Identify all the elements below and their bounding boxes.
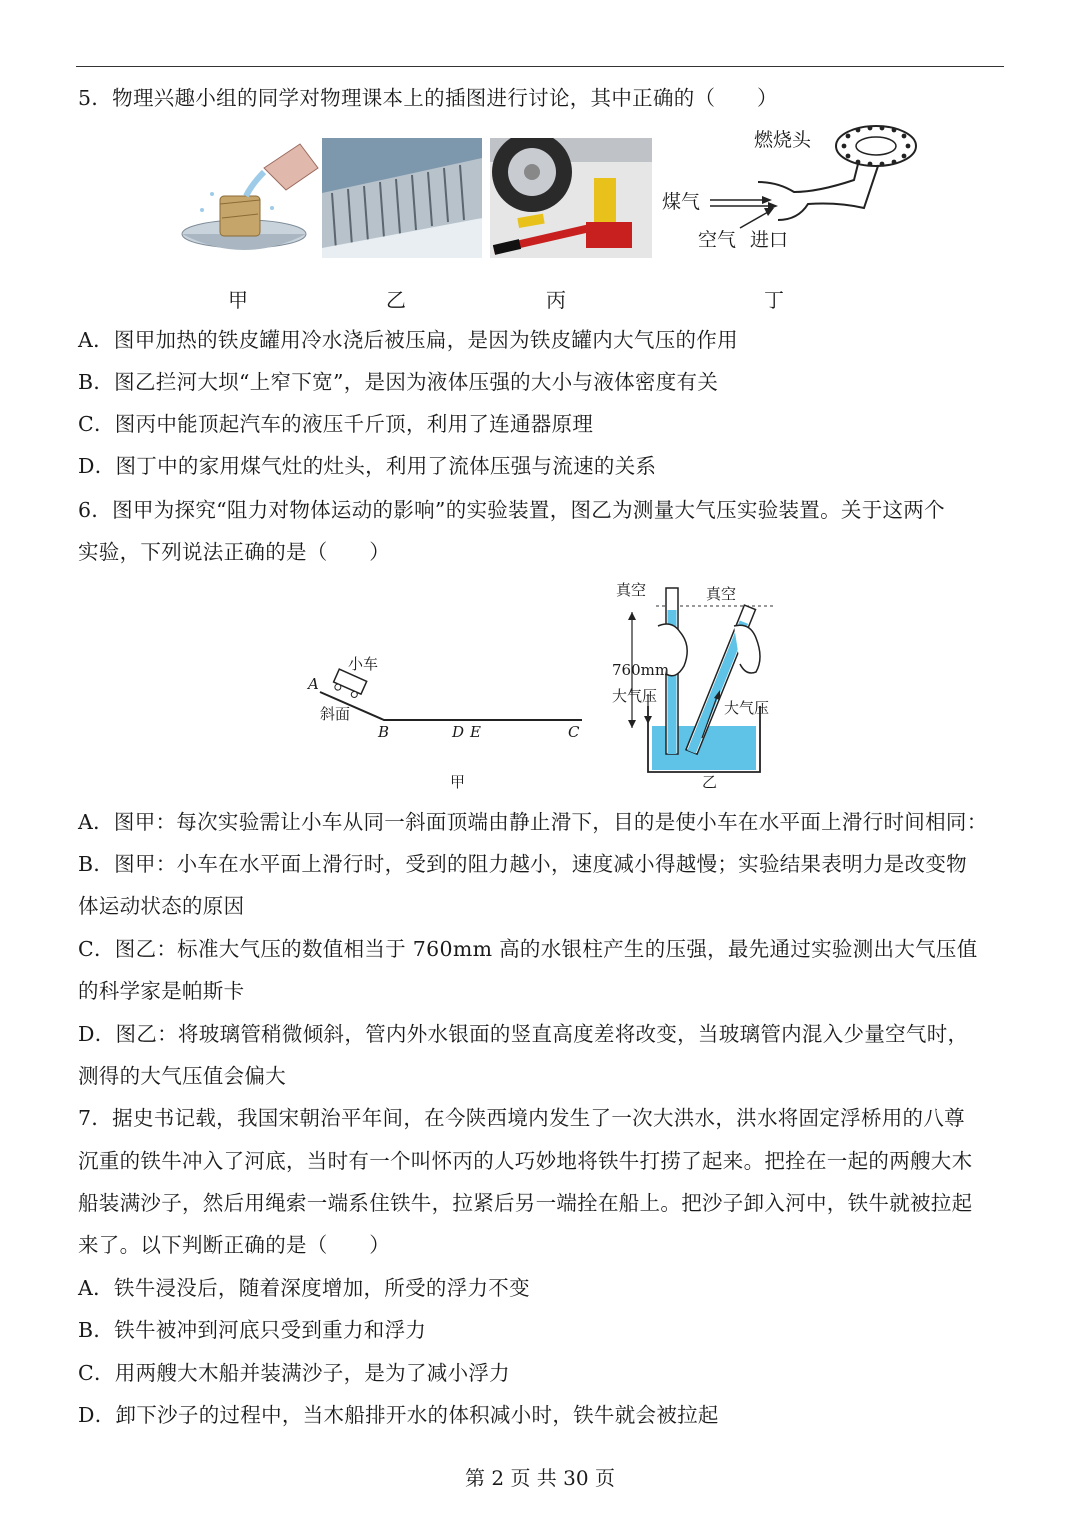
header-rule	[76, 66, 1004, 67]
caption-yi: 乙	[386, 288, 406, 312]
atm-label-2: 大气压	[724, 699, 770, 717]
q5-stem: 5．物理兴趣小组的同学对物理课本上的插图进行讨论，其中正确的（ ）	[78, 86, 778, 110]
vacuum-label-1: 真空	[616, 581, 647, 599]
point-a-label: A	[308, 675, 319, 693]
point-d-label: D	[452, 723, 465, 741]
caption-ding: 丁	[764, 288, 784, 312]
caption-jia: 甲	[228, 288, 248, 312]
q6-option-b-line-2: 体运动状态的原因	[78, 894, 245, 918]
q6-stem-line-1: 6．图甲为探究“阻力对物体运动的影响”的实验装置，图乙为测量大气压实验装置。关于这两个	[78, 498, 945, 522]
q6-option-a: A．图甲：每次实验需让小车从同一斜面顶端由静止滑下，目的是使小车在水平面上滑行时间相同：	[78, 810, 988, 834]
q7-option-d: D．卸下沙子的过程中，当木船排开水的体积减小时，铁牛就会被拉起	[78, 1403, 719, 1427]
figure-jia-caption: 甲	[450, 773, 466, 791]
q5-figure-ding	[658, 120, 918, 260]
point-e-label: E	[470, 723, 481, 741]
q7-option-a: A．铁牛浸没后，随着深度增加，所受的浮力不变	[78, 1276, 530, 1300]
point-b-label: B	[378, 723, 390, 741]
q5-option-b: B．图乙拦河大坝“上窄下宽”，是因为液体压强的大小与液体密度有关	[78, 370, 719, 394]
slope-label: 斜面	[320, 705, 351, 723]
q6-option-d-line-1: D．图乙：将玻璃管稍微倾斜，管内外水银面的竖直高度差将改变，当玻璃管内混入少量空气时，	[78, 1022, 969, 1046]
air-label: 空气	[698, 229, 737, 251]
q7-stem-line-4: 来了。以下判断正确的是（ ）	[78, 1233, 390, 1257]
cart-label: 小车	[348, 655, 379, 673]
q5-option-a: A．图甲加热的铁皮罐用冷水浇后被压扁，是因为铁皮罐内大气压的作用	[78, 328, 738, 352]
q5-photo-yi	[322, 138, 482, 258]
page-footer: 第 2 页 共 30 页	[465, 1466, 615, 1490]
figure-yi-caption: 乙	[702, 773, 718, 791]
q6-option-c-line-1: C．图乙：标准大气压的数值相当于 760mm 高的水银柱产生的压强，最先通过实验测出大气压值	[78, 937, 978, 961]
q6-option-d-line-2: 测得的大气压值会偏大	[78, 1064, 286, 1088]
q6-option-c-line-2: 的科学家是帕斯卡	[78, 979, 245, 1003]
q7-stem-line-3: 船装满沙子，然后用绳索一端系住铁牛，拉紧后另一端拴在船上。把沙子卸入河中，铁牛就被拉起	[78, 1191, 973, 1215]
q7-stem-line-1: 7．据史书记载，我国宋朝治平年间，在今陕西境内发生了一次大洪水，洪水将固定浮桥用的八尊	[78, 1106, 965, 1130]
q5-photo-jia	[172, 138, 322, 262]
q7-option-b: B．铁牛被冲到河底只受到重力和浮力	[78, 1318, 427, 1342]
burner-label: 燃烧头	[754, 129, 812, 151]
q6-stem-line-2: 实验，下列说法正确的是（ ）	[78, 540, 390, 564]
q7-option-c: C．用两艘大木船并装满沙子，是为了减小浮力	[78, 1361, 510, 1385]
q6-figure-yi	[606, 576, 806, 800]
height-label: 760mm	[612, 661, 670, 679]
q5-option-c: C．图丙中能顶起汽车的液压千斤顶，利用了连通器原理	[78, 412, 594, 436]
caption-bing: 丙	[546, 288, 566, 312]
vacuum-label-2: 真空	[706, 585, 737, 603]
atm-label-1: 大气压	[612, 687, 658, 705]
q6-option-b-line-1: B．图甲：小车在水平面上滑行时，受到的阻力越小，速度减小得越慢；实验结果表明力是改变物	[78, 852, 967, 876]
gas-label: 煤气	[662, 191, 701, 213]
point-c-label: C	[568, 723, 580, 741]
q5-option-d: D．图丁中的家用煤气灶的灶头，利用了流体压强与流速的关系	[78, 454, 657, 478]
q7-stem-line-2: 沉重的铁牛冲入了河底，当时有一个叫怀丙的人巧妙地将铁牛打捞了起来。把拴在一起的两艘大木	[78, 1149, 973, 1173]
q5-photo-bing	[490, 138, 652, 258]
q6-figure-jia	[300, 640, 600, 800]
inlet-label: 进口	[750, 229, 789, 251]
